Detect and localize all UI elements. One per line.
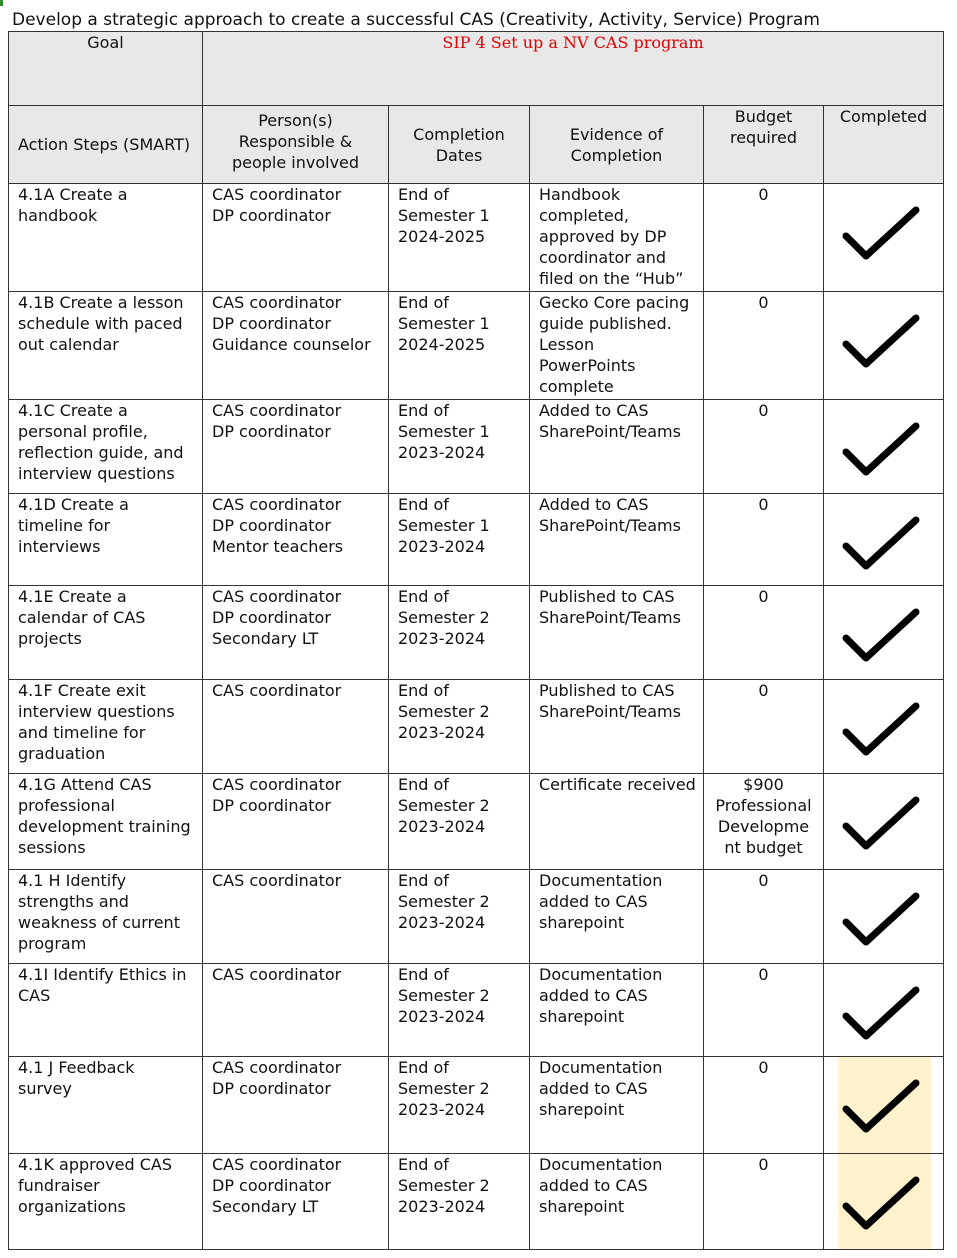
completed-cell	[824, 964, 944, 1057]
evidence-cell-text: Documentation added to CAS sharepoint	[539, 871, 663, 932]
budget-cell	[704, 774, 824, 870]
action-step-cell	[9, 870, 203, 964]
budget-cell	[704, 870, 824, 964]
action-step-cell	[9, 680, 203, 774]
persons-cell-text: CAS coordinator DP coordinator Guidance counselor	[212, 293, 371, 354]
checkmark-icon	[842, 796, 920, 852]
header-row	[9, 106, 944, 184]
persons-cell-text: CAS coordinator DP coordinator	[212, 775, 342, 815]
dates-cell	[389, 1057, 530, 1154]
budget-cell-text: $900 Professional Developme nt budget	[715, 775, 812, 857]
evidence-cell-text: Published to CAS SharePoint/Teams	[539, 681, 681, 721]
table-row	[9, 184, 944, 292]
persons-cell	[203, 292, 389, 400]
corner-mark	[0, 0, 3, 6]
evidence-cell	[530, 1154, 704, 1250]
persons-cell	[203, 400, 389, 494]
budget-cell	[704, 1154, 824, 1250]
persons-cell	[203, 964, 389, 1057]
budget-cell-text: 0	[758, 871, 769, 890]
budget-cell	[704, 292, 824, 400]
budget-cell	[704, 1057, 824, 1154]
highlight-box	[838, 1154, 931, 1249]
budget-cell-text: 0	[758, 681, 769, 700]
table-row	[9, 494, 944, 586]
completed-cell	[824, 1154, 944, 1250]
persons-cell	[203, 774, 389, 870]
evidence-cell	[530, 292, 704, 400]
completed-cell	[824, 1057, 944, 1154]
persons-cell	[203, 870, 389, 964]
check-container	[824, 586, 943, 679]
table-row	[9, 1154, 944, 1250]
evidence-cell	[530, 964, 704, 1057]
action-step-cell	[9, 292, 203, 400]
budget-cell-text: 0	[758, 587, 769, 606]
action-step-cell-text: 4.1E Create a calendar of CAS projects	[18, 587, 146, 648]
evidence-cell	[530, 1057, 704, 1154]
evidence-cell-text: Added to CAS SharePoint/Teams	[539, 401, 681, 441]
action-step-cell	[9, 586, 203, 680]
dates-cell-text: End of Semester 1 2023-2024	[398, 495, 490, 556]
dates-cell	[389, 494, 530, 586]
completed-cell	[824, 292, 944, 400]
budget-cell	[704, 400, 824, 494]
persons-cell	[203, 1057, 389, 1154]
dates-cell-text: End of Semester 2 2023-2024	[398, 1155, 490, 1216]
checkmark-icon	[842, 1079, 920, 1135]
action-step-cell	[9, 774, 203, 870]
dates-cell-text: End of Semester 1 2024-2025	[398, 185, 490, 246]
action-step-cell	[9, 1154, 203, 1250]
action-step-cell-text: 4.1 J Feedback survey	[18, 1058, 135, 1098]
evidence-cell-text: Added to CAS SharePoint/Teams	[539, 495, 681, 535]
dates-cell	[389, 184, 530, 292]
action-step-cell	[9, 1057, 203, 1154]
checkmark-icon	[842, 702, 920, 758]
action-step-cell-text: 4.1 H Identify strengths and weakness of current program	[18, 871, 180, 953]
action-step-cell-text: 4.1F Create exit interview questions and timeline for graduation	[18, 681, 175, 763]
budget-cell	[704, 964, 824, 1057]
action-step-cell-text: 4.1A Create a handbook	[18, 185, 128, 225]
budget-cell-text: 0	[758, 1155, 769, 1174]
header-completion-dates: Completion Dates	[389, 106, 530, 184]
persons-cell-text: CAS coordinator DP coordinator	[212, 185, 342, 225]
evidence-cell	[530, 494, 704, 586]
dates-cell-text: End of Semester 2 2023-2024	[398, 775, 490, 836]
budget-cell-text: 0	[758, 965, 769, 984]
dates-cell	[389, 964, 530, 1057]
persons-cell-text: CAS coordinator DP coordinator	[212, 401, 342, 441]
evidence-cell	[530, 400, 704, 494]
evidence-cell	[530, 184, 704, 292]
goal-label: Goal	[9, 32, 203, 106]
dates-cell-text: End of Semester 2 2023-2024	[398, 965, 490, 1026]
dates-cell	[389, 870, 530, 964]
table-row	[9, 400, 944, 494]
persons-cell-text: CAS coordinator	[212, 681, 342, 700]
evidence-cell-text: Handbook completed, approved by DP coordinator and filed on the “Hub”	[539, 185, 684, 288]
persons-cell	[203, 1154, 389, 1250]
evidence-cell-text: Documentation added to CAS sharepoint	[539, 1058, 663, 1119]
dates-cell	[389, 1154, 530, 1250]
action-plan-table	[8, 31, 944, 1250]
checkmark-icon	[842, 608, 920, 664]
budget-cell-text: 0	[758, 293, 769, 312]
completed-cell	[824, 680, 944, 774]
budget-cell-text: 0	[758, 1058, 769, 1077]
table-row	[9, 292, 944, 400]
check-container	[824, 494, 943, 585]
evidence-cell-text: Documentation added to CAS sharepoint	[539, 965, 663, 1026]
check-container	[824, 774, 943, 869]
persons-cell-text: CAS coordinator DP coordinator Secondary LT	[212, 587, 342, 648]
check-container	[824, 870, 943, 963]
evidence-cell	[530, 774, 704, 870]
persons-cell	[203, 184, 389, 292]
evidence-cell	[530, 680, 704, 774]
action-step-cell	[9, 400, 203, 494]
evidence-cell-text: Certificate received	[539, 775, 696, 794]
evidence-cell	[530, 870, 704, 964]
dates-cell-text: End of Semester 1 2023-2024	[398, 401, 490, 462]
dates-cell	[389, 774, 530, 870]
dates-cell	[389, 586, 530, 680]
evidence-cell-text: Documentation added to CAS sharepoint	[539, 1155, 663, 1216]
action-step-cell	[9, 184, 203, 292]
completed-cell	[824, 400, 944, 494]
completed-cell	[824, 870, 944, 964]
checkmark-icon	[842, 314, 920, 370]
dates-cell	[389, 292, 530, 400]
table-row	[9, 586, 944, 680]
header-budget: Budget required	[704, 106, 824, 184]
evidence-cell-text: Published to CAS SharePoint/Teams	[539, 587, 681, 627]
budget-cell	[704, 494, 824, 586]
action-step-cell-text: 4.1C Create a personal profile, reflection guide, and interview questions	[18, 401, 184, 483]
check-container	[824, 964, 943, 1056]
persons-cell-text: CAS coordinator DP coordinator Mentor teachers	[212, 495, 344, 556]
action-step-cell-text: 4.1B Create a lesson schedule with paced out calendar	[18, 293, 184, 354]
checkmark-icon	[842, 986, 920, 1042]
header-completed: Completed	[824, 106, 944, 184]
persons-cell	[203, 680, 389, 774]
dates-cell-text: End of Semester 2 2023-2024	[398, 1058, 490, 1119]
dates-cell	[389, 680, 530, 774]
budget-cell-text: 0	[758, 185, 769, 204]
action-step-cell-text: 4.1K approved CAS fundraiser organizations	[18, 1155, 172, 1216]
table-row	[9, 964, 944, 1057]
table-row	[9, 680, 944, 774]
action-step-cell	[9, 494, 203, 586]
action-step-cell-text: 4.1G Attend CAS professional development training sessions	[18, 775, 191, 857]
check-container	[824, 400, 943, 493]
header-persons: Person(s) Responsible & people involved	[203, 106, 389, 184]
budget-cell	[704, 184, 824, 292]
table-row	[9, 774, 944, 870]
check-container	[824, 680, 943, 773]
persons-cell	[203, 494, 389, 586]
table-row	[9, 870, 944, 964]
persons-cell-text: CAS coordinator	[212, 871, 342, 890]
persons-cell-text: CAS coordinator DP coordinator Secondary LT	[212, 1155, 342, 1216]
goal-row	[9, 32, 944, 106]
dates-cell-text: End of Semester 2 2023-2024	[398, 587, 490, 648]
completed-cell	[824, 774, 944, 870]
header-action-steps: Action Steps (SMART)	[9, 106, 203, 184]
completed-cell	[824, 586, 944, 680]
goal-text: SIP 4 Set up a NV CAS program	[203, 32, 944, 106]
dates-cell-text: End of Semester 1 2024-2025	[398, 293, 490, 354]
dates-cell-text: End of Semester 2 2023-2024	[398, 681, 490, 742]
evidence-cell-text: Gecko Core pacing guide published. Lesson PowerPoints complete	[539, 293, 690, 396]
page-title: Develop a strategic approach to create a successful CAS (Creativity, Activity, Service) Program	[12, 10, 820, 30]
budget-cell	[704, 680, 824, 774]
dates-cell-text: End of Semester 2 2023-2024	[398, 871, 490, 932]
check-container	[824, 292, 943, 399]
header-evidence: Evidence of Completion	[530, 106, 704, 184]
budget-cell	[704, 586, 824, 680]
budget-cell-text: 0	[758, 401, 769, 420]
action-step-cell-text: 4.1D Create a timeline for interviews	[18, 495, 129, 556]
dates-cell	[389, 400, 530, 494]
persons-cell-text: CAS coordinator DP coordinator	[212, 1058, 342, 1098]
action-step-cell	[9, 964, 203, 1057]
table-row	[9, 1057, 944, 1154]
highlight-box	[838, 1057, 931, 1153]
evidence-cell	[530, 586, 704, 680]
check-container	[824, 184, 943, 291]
persons-cell	[203, 586, 389, 680]
budget-cell-text: 0	[758, 495, 769, 514]
checkmark-icon	[842, 1176, 920, 1232]
action-step-cell-text: 4.1I Identify Ethics in CAS	[18, 965, 187, 1005]
checkmark-icon	[842, 206, 920, 262]
completed-cell	[824, 184, 944, 292]
completed-cell	[824, 494, 944, 586]
checkmark-icon	[842, 892, 920, 948]
checkmark-icon	[842, 516, 920, 572]
checkmark-icon	[842, 422, 920, 478]
persons-cell-text: CAS coordinator	[212, 965, 342, 984]
